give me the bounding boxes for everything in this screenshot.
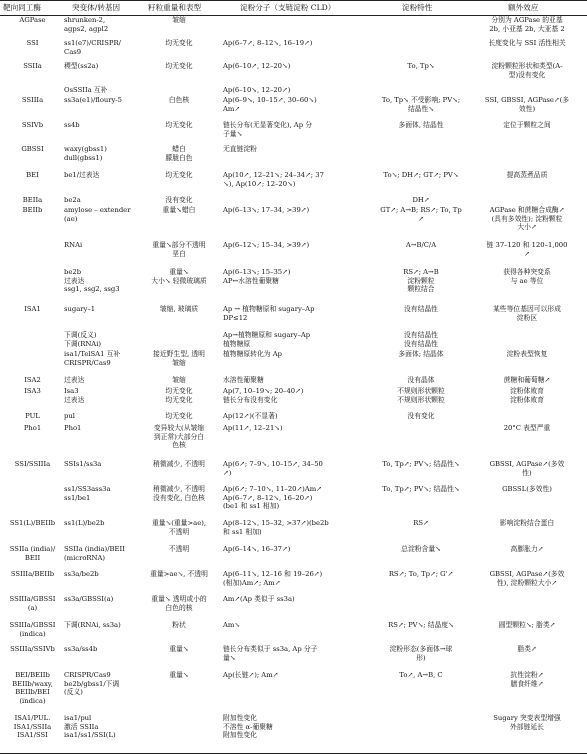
cell-grain-phenotype: 重量↘蜡白: [162, 206, 196, 214]
cell-starch-molecule: Ap(6–11↘, 12–16 和 19–26↗) (相加)Am↗; Am↗: [223, 570, 323, 587]
cell-starch-molecule: Ap(8–12↘, 15–32, >37↗)(be2b 和 ss1 相加): [223, 519, 329, 536]
cell-extra-effect: SSI, GBSSI, AGPase↗(多 效性): [484, 96, 570, 113]
cell-target-isoform: AGPase: [19, 16, 46, 24]
cell-starch-property: To↘; DH↗; GT↗; PV↘: [383, 171, 459, 179]
cell-starch-molecule: Ap(6↗; 7–10↘, 11–20↗)Am↗ Ap(6–7↗, 8–12↘, 16–20↗) (be1 和 ss1 相加): [223, 485, 322, 511]
header-starch-property: 淀粉特性: [402, 3, 433, 12]
cell-extra-effect: 某些等位基因可以形成 淀粉区: [493, 305, 561, 322]
cell-grain-phenotype: 重量↘: [169, 671, 189, 679]
cell-starch-molecule: Ap(7, 10–19↘; 20–40↗) 链长分布没有变化: [223, 387, 304, 404]
cell-starch-molecule: Ap(6–10↘, 12–20↗): [223, 86, 291, 94]
cell-target-isoform: ISA1: [24, 305, 41, 313]
cell-grain-phenotype: 重量↘部分不透明 垩白: [152, 241, 206, 258]
cell-grain-phenotype: 重量↘ 透明或小的 白色的核: [151, 595, 207, 612]
cell-starch-molecule: Ap(6–10↗, 12–20↘): [223, 62, 291, 70]
cell-starch-property: RS↗; A→B 淀粉颗粒 颗粒结合: [403, 268, 439, 294]
cell-starch-property: RS↗: [413, 519, 429, 527]
cell-mutant: amylose – extender (ae): [64, 206, 131, 223]
header-extra-effect: 额外效应: [508, 3, 539, 12]
cell-mutant: isa1/TelSA1 互补 CRISPR/Cas9: [64, 350, 121, 367]
cell-grain-phenotype: 皱缩: [172, 376, 186, 384]
cell-mutant: Pho1: [64, 424, 82, 432]
cell-mutant: ss1(L)/be2b: [64, 519, 105, 527]
cell-starch-molecule: Ap(6–12↘; 15–34, >39↗): [223, 241, 310, 249]
cell-extra-effect: 提高蒸煮品质: [506, 171, 548, 179]
cell-mutant: be2b 过表达 ssg1, ssg2, ssg3: [64, 268, 120, 294]
cell-starch-property: To, Tp↗; PV↘; 结晶性↘: [382, 460, 460, 468]
cell-mutant: ss3a(e1)/floury-5: [64, 96, 123, 104]
cell-target-isoform: GBSSI: [21, 145, 44, 153]
cell-starch-molecule: 链长分布类似于 ss3a, Ap 分子 量↘: [223, 645, 318, 662]
cell-starch-molecule: Ap(12↗)(不显著): [223, 412, 278, 420]
cell-grain-phenotype: 皱缩, 玻璃质: [159, 305, 199, 313]
cell-grain-phenotype: 稍微减少, 不透明: [153, 460, 205, 468]
cell-mutant: 过表达: [64, 376, 85, 384]
cell-starch-property: A→B/C/A: [405, 241, 437, 249]
cell-starch-property: 没有变化: [407, 412, 435, 420]
cell-target-isoform: ISA1/PUL. ISA1/SSIIa ISA1/SSI: [13, 714, 52, 740]
cell-mutant: ss4b: [64, 121, 80, 129]
cell-target-isoform: BEI: [26, 171, 39, 179]
cell-starch-property: RS↗; To, Tp↗; G'↗: [388, 570, 454, 578]
cell-starch-molecule: Ap→植物糖原和 sugary–Ap 植物糖原: [223, 331, 311, 348]
cell-extra-effect: 蔗糖和葡萄糖↗: [503, 376, 551, 384]
cell-starch-property: To, Tp↗; PV↘; 结晶性↘: [382, 485, 460, 493]
cell-mutant: be1/过表达: [64, 171, 100, 179]
cell-starch-property: 多面体, 结晶性: [398, 121, 444, 129]
cell-mutant: sugary–1: [64, 305, 96, 313]
cell-starch-molecule: 植物糖原转化为 Ap: [223, 350, 282, 358]
cell-starch-property: RS↗; PV↘; 结晶度↘: [388, 621, 454, 629]
cell-starch-molecule: Ap(6–13↘; 17–34, >39↗): [223, 206, 310, 214]
cell-target-isoform: SSIIIa/BEIIb: [10, 570, 55, 578]
table-header: [0, 0, 587, 16]
cell-starch-property: 没有结晶性: [404, 305, 438, 313]
cell-starch-property: 总淀粉含量↘: [401, 545, 441, 553]
cell-target-isoform: SSI: [26, 39, 39, 47]
cell-grain-phenotype: 均无变化: [165, 62, 193, 70]
cell-starch-property: 不规则形状颗粒 不规则形状颗粒: [397, 387, 445, 404]
cell-target-isoform: PUL: [25, 412, 40, 420]
cell-grain-phenotype: 白色核: [168, 96, 190, 104]
cell-grain-phenotype: 蜡白 朦胧白色: [165, 145, 193, 162]
cell-starch-property: 淀粉形态(多面体→球 形): [389, 645, 453, 662]
table-bottom-rule: [0, 753, 587, 754]
cell-grain-phenotype: 均无变化 均无变化: [165, 387, 193, 404]
cell-mutant: ss1(e7)/CRISPR/ Cas9: [64, 39, 121, 56]
cell-grain-phenotype: 粉状: [172, 621, 186, 629]
cell-starch-property: 没有晶体: [407, 376, 435, 384]
cell-extra-effect: 影响淀粉结合蛋白: [499, 519, 555, 527]
cell-starch-property: 没有结晶性 没有结晶性: [404, 331, 438, 348]
cell-starch-molecule: 无直链淀粉: [223, 145, 257, 153]
cell-starch-molecule: Am↗(Ap 类似于 ss3a): [223, 595, 295, 603]
cell-extra-effect: 长度变化与 SSI 活性相关: [488, 39, 566, 47]
cell-mutant: RNAi: [64, 241, 83, 249]
cell-mutant: pul: [64, 412, 75, 420]
cell-starch-molecule: Ap(6–13↘; 15–35↗) AP↔水溶性葡聚糖: [223, 268, 291, 285]
cell-extra-effect: GBSSI, AGPase↗(多效 性), 淀粉颗粒大小↗: [489, 570, 565, 587]
cell-starch-molecule: Ap(6–9↘, 10–15↗, 30–60↘) Am↗: [223, 96, 317, 113]
cell-starch-molecule: 水溶性葡聚糖: [223, 376, 264, 384]
cell-extra-effect: 获得各种突变系 与 ae 等位: [503, 268, 551, 285]
cell-mutant: ss3a/GBSSI(a): [64, 595, 114, 603]
cell-starch-molecule: Ap(10↗, 12–21↘; 24–34↗; 37 ↘), Ap(10↗; 12–20↘): [223, 171, 324, 188]
cell-extra-effect: 淀粉体败育 淀粉体败育: [510, 387, 544, 404]
cell-extra-effect: 链 37–120 和 120–1,000 ↗: [486, 241, 568, 258]
cell-target-isoform: ISA3: [24, 387, 41, 395]
cell-starch-molecule: 链长分布(无显著变化), Ap 分 子量↘: [223, 121, 313, 138]
cell-grain-phenotype: 稍微减少, 不透明 没有变化, 白色核: [153, 485, 205, 502]
cell-target-isoform: ISA2: [24, 376, 41, 384]
cell-mutant: 下调(反义) 下调(RNAi): [64, 331, 102, 348]
cell-mutant: CRISPR/Cas9 be2b/gbss1/下调 (反义): [64, 671, 120, 697]
cell-starch-molecule: Ap(11↗, 12–21↘): [223, 424, 283, 432]
cell-starch-molecule: Ap(6–7↗, 8–12↘, 16–19↗): [223, 39, 313, 47]
cell-starch-molecule: Am↘: [223, 621, 241, 629]
cell-extra-effect: 定位于颗粒之间: [503, 121, 551, 129]
cell-target-isoform: SSIVb: [21, 121, 44, 129]
cell-grain-phenotype: 均无变化: [165, 412, 193, 420]
cell-extra-effect: Sugary 突变表型增强 外部链延长: [493, 714, 561, 731]
cell-starch-molecule: 附加性变化 不溶性 α-葡聚糖 附加性变化: [223, 714, 273, 740]
cell-target-isoform: SSIIa: [23, 62, 42, 70]
cell-target-isoform: SSIIIa/SSIVb: [10, 645, 55, 653]
cell-extra-effect: 淀粉颗粒形状和类型(A- 型)没有变化: [491, 62, 563, 79]
header-mutant: 突变体/转基因: [72, 3, 121, 12]
cell-mutant: shrunken-2, agps2, agpl2: [64, 16, 109, 33]
cell-target-isoform: BEIIb: [22, 206, 43, 214]
cell-mutant: Isa3 过表达: [64, 387, 85, 404]
cell-starch-property: To, Tp↘: [407, 62, 435, 70]
cell-extra-effect: GBSSL(多效性): [502, 485, 552, 493]
cell-extra-effect: 脂类↗: [517, 645, 537, 653]
cell-extra-effect: 抗性淀粉↗ 膳食纤维↗: [510, 671, 544, 688]
cell-mutant: 稷型(ss2a): [64, 62, 99, 70]
cell-grain-phenotype: 重量>ae↘, 不透明: [150, 570, 208, 578]
cell-target-isoform: SSIIa (india)/ BEII: [9, 545, 56, 562]
cell-target-isoform: SS1(L)/BEIIb: [9, 519, 56, 527]
cell-starch-property: GT↗; A→B; RS↗; To, Tp ↗: [380, 206, 462, 223]
cell-mutant: ss3a/ss4b: [64, 645, 98, 653]
cell-extra-effect: 20°C 表型严重: [503, 424, 551, 432]
cell-extra-effect: GBSSI, AGPase↗(多效 性): [489, 460, 565, 477]
cell-mutant: 下调(RNAi, ss3a): [64, 621, 121, 629]
cell-mutant: OsSSIIa 互补: [64, 86, 108, 94]
cell-target-isoform: SSI/SSIIIa: [14, 460, 51, 468]
cell-grain-phenotype: 重量↘(重量>ae), 不透明: [151, 519, 207, 536]
cell-grain-phenotype: 不透明: [168, 545, 190, 553]
cell-starch-property: DH↗: [412, 196, 430, 204]
cell-grain-phenotype: 重量↘ 大小↘ 轻微玻璃质: [151, 268, 207, 285]
cell-mutant: SSIs1/ss3a: [64, 460, 102, 468]
header-starch-molecule: 淀粉分子（支链淀粉 CLD）: [240, 3, 336, 12]
cell-extra-effect: 高膨胀力↗: [510, 545, 544, 553]
cell-extra-effect: 圆型颗粒↘; 脂类↗: [498, 621, 556, 629]
cell-grain-phenotype: 重量↘: [169, 645, 189, 653]
cell-mutant: be2a: [64, 196, 81, 204]
cell-extra-effect: AGPase 和蔗糖合成酶↗ (具有多效性); 淀粉颗粒 大小↗: [489, 206, 565, 232]
cell-mutant: ss1/SS3ass3a ss1/be1: [64, 485, 111, 502]
cell-target-isoform: BEI/BEIIb BEIIb/waxy, BEIIb/BEI (indica): [12, 671, 53, 705]
cell-grain-phenotype: 皱缩: [172, 16, 186, 24]
cell-mutant: isa1/pul 激活 SSIIa isa1/ss1/SSI(L): [64, 714, 116, 740]
cell-grain-phenotype: 没有变化: [165, 196, 193, 204]
cell-starch-property: 多面体; 结晶体: [398, 350, 444, 358]
cell-mutant: SSIIa (india)/BEII (microRNA): [64, 545, 125, 562]
cell-extra-effect: 分别为 AGPase 的亚基 2b, 小亚基 2b, 大亚基 2: [489, 16, 565, 33]
header-target-isoform: 靶向同工酶: [3, 3, 41, 12]
cell-grain-phenotype: 变异较大(从皱缩 到正常)大部分白 色核: [153, 424, 205, 450]
cell-target-isoform: SSIIIa: [21, 96, 44, 104]
cell-grain-phenotype: 均无变化: [165, 121, 193, 129]
cell-mutant: ss3a/be2b: [64, 570, 99, 578]
cell-starch-property: To↗, A→B, C: [399, 671, 443, 679]
cell-starch-molecule: Ap(长链↗); Am↗: [223, 671, 279, 679]
cell-mutant: waxy(gbss1) dull(gbss1): [64, 145, 107, 162]
cell-grain-phenotype: 接近野生型, 透明 皱缩: [153, 350, 205, 367]
cell-starch-property: To, Tp↘ 不受影响; PV↘; 结晶性↘: [381, 96, 461, 113]
cell-starch-molecule: Ap(6↗; 7–9↘, 10–15↗, 34–50 ↗): [223, 460, 323, 477]
cell-target-isoform: SSIIIa/GBSSI (a): [9, 595, 56, 612]
cell-target-isoform: SSIIIa/GBSSI (indica): [9, 621, 56, 638]
cell-grain-phenotype: 均无变化: [165, 39, 193, 47]
cell-starch-molecule: Ap → 植物糖原和 sugary–Ap DP≤12: [223, 305, 315, 322]
header-grain-phenotype: 籽粒重量和表型: [148, 3, 202, 12]
cell-grain-phenotype: 均无变化: [165, 171, 193, 179]
cell-target-isoform: Pho1: [23, 424, 42, 432]
cell-starch-molecule: Ap(6–14↘, 16–37↗): [223, 545, 291, 553]
cell-target-isoform: BEIIa: [22, 196, 43, 204]
cell-extra-effect: 淀粉表型恢复: [506, 350, 548, 358]
